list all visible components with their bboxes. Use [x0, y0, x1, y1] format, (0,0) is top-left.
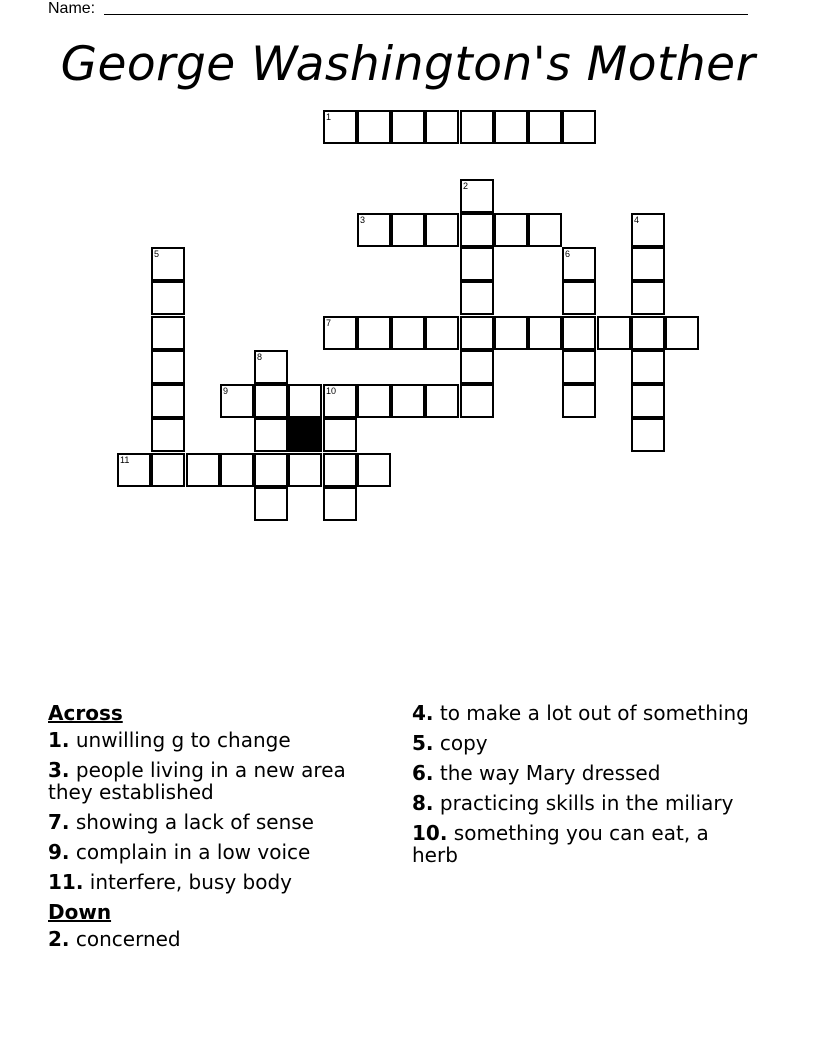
- clue-number: 11: [120, 455, 130, 465]
- crossword-grid: [117, 110, 699, 522]
- clue-number: 10: [326, 386, 337, 396]
- down-heading: Down: [48, 900, 112, 924]
- down-clue-list-continued: [412, 702, 752, 866]
- across-clue-list: [48, 729, 388, 893]
- clue-item: [412, 792, 752, 814]
- grid-cell[interactable]: [562, 110, 596, 144]
- grid-cell[interactable]: [357, 384, 391, 418]
- grid-cell[interactable]: [460, 213, 494, 247]
- grid-cell[interactable]: [425, 316, 459, 350]
- grid-cell[interactable]: [562, 316, 596, 350]
- grid-cell[interactable]: [597, 316, 631, 350]
- clue-item: [48, 871, 388, 893]
- clue-number: 7: [326, 318, 332, 328]
- grid-cell[interactable]: [254, 350, 288, 384]
- clue-text: concerned: [69, 927, 181, 951]
- clue-text: complain in a low voice: [69, 840, 311, 864]
- clue-item: [48, 729, 388, 751]
- grid-cell[interactable]: [151, 384, 185, 418]
- grid-cell[interactable]: [460, 247, 494, 281]
- clue-number: 5: [154, 249, 160, 259]
- grid-cell[interactable]: [323, 487, 357, 521]
- clue-text: to make a lot out of something: [433, 701, 749, 725]
- grid-cell[interactable]: [562, 281, 596, 315]
- grid-cell[interactable]: [323, 110, 357, 144]
- grid-cell[interactable]: [323, 453, 357, 487]
- black-cell: [288, 418, 322, 452]
- clue-item: [412, 732, 752, 754]
- grid-cell[interactable]: [425, 384, 459, 418]
- clue-number: 3: [360, 215, 366, 225]
- grid-cell[interactable]: [288, 453, 322, 487]
- puzzle-title: George Washington's Mother: [60, 37, 756, 92]
- clue-number: 9: [223, 386, 229, 396]
- clue-number: 5.: [412, 731, 434, 755]
- grid-cell[interactable]: [460, 281, 494, 315]
- grid-cell[interactable]: [631, 316, 665, 350]
- clue-item: [412, 702, 752, 724]
- clue-number: 4: [634, 215, 640, 225]
- grid-cell[interactable]: [494, 213, 528, 247]
- grid-cell[interactable]: [391, 110, 425, 144]
- grid-cell[interactable]: [151, 350, 185, 384]
- clue-number: 6.: [412, 761, 434, 785]
- grid-cell[interactable]: [494, 110, 528, 144]
- clue-text: the way Mary dressed: [433, 761, 661, 785]
- grid-cell[interactable]: [323, 418, 357, 452]
- grid-cell[interactable]: [460, 384, 494, 418]
- grid-cell[interactable]: [220, 384, 254, 418]
- grid-cell[interactable]: [254, 384, 288, 418]
- clue-text: something you can eat, a herb: [412, 821, 709, 867]
- grid-cell[interactable]: [357, 213, 391, 247]
- clue-number: 8.: [412, 791, 434, 815]
- clue-item: [48, 811, 388, 833]
- grid-cell[interactable]: [151, 281, 185, 315]
- name-underline: [104, 14, 748, 15]
- clue-number: 1.: [48, 728, 70, 752]
- grid-cell[interactable]: [425, 110, 459, 144]
- clue-item: [412, 822, 752, 866]
- grid-cell[interactable]: [562, 350, 596, 384]
- grid-cell[interactable]: [357, 316, 391, 350]
- clue-number: 6: [565, 249, 571, 259]
- grid-cell[interactable]: [391, 316, 425, 350]
- clue-number: 4.: [412, 701, 434, 725]
- clue-text: showing a lack of sense: [69, 810, 314, 834]
- clue-number: 10.: [412, 821, 448, 845]
- clue-item: [412, 762, 752, 784]
- grid-cell[interactable]: [288, 384, 322, 418]
- grid-cell[interactable]: [254, 453, 288, 487]
- grid-cell[interactable]: [391, 213, 425, 247]
- across-heading: Across: [48, 701, 123, 725]
- clue-text: copy: [433, 731, 488, 755]
- grid-cell[interactable]: [254, 487, 288, 521]
- grid-cell[interactable]: [460, 179, 494, 213]
- grid-cell[interactable]: [494, 316, 528, 350]
- grid-cell[interactable]: [460, 350, 494, 384]
- grid-cell[interactable]: [562, 384, 596, 418]
- clue-number: 9.: [48, 840, 70, 864]
- clue-number: 11.: [48, 870, 84, 894]
- grid-cell[interactable]: [186, 453, 220, 487]
- clue-number: 3.: [48, 758, 70, 782]
- clue-number: 7.: [48, 810, 70, 834]
- clue-text: unwilling g to change: [69, 728, 291, 752]
- grid-cell[interactable]: [631, 418, 665, 452]
- grid-cell[interactable]: [460, 316, 494, 350]
- grid-cell[interactable]: [357, 453, 391, 487]
- grid-cell[interactable]: [631, 247, 665, 281]
- grid-cell[interactable]: [151, 247, 185, 281]
- grid-cell[interactable]: [528, 213, 562, 247]
- clue-text: interfere, busy body: [83, 870, 292, 894]
- grid-cell[interactable]: [151, 453, 185, 487]
- clue-text: people living in a new area they established: [48, 758, 346, 804]
- clue-number: 2.: [48, 927, 70, 951]
- grid-cell[interactable]: [631, 213, 665, 247]
- grid-cell[interactable]: [391, 384, 425, 418]
- grid-cell[interactable]: [151, 418, 185, 452]
- grid-cell[interactable]: [254, 418, 288, 452]
- clue-item: [48, 759, 388, 803]
- clue-text: practicing skills in the miliary: [433, 791, 734, 815]
- clue-item: [48, 928, 388, 950]
- grid-cell[interactable]: [562, 247, 596, 281]
- grid-cell[interactable]: [220, 453, 254, 487]
- grid-cell[interactable]: [528, 110, 562, 144]
- clue-number: 2: [463, 181, 469, 191]
- grid-cell[interactable]: [460, 110, 494, 144]
- clues-column-right: [412, 702, 752, 874]
- grid-cell[interactable]: [631, 281, 665, 315]
- grid-cell[interactable]: [357, 110, 391, 144]
- clues-column-left: [48, 702, 388, 958]
- grid-cell[interactable]: [323, 384, 357, 418]
- grid-cell[interactable]: [323, 316, 357, 350]
- grid-cell[interactable]: [631, 350, 665, 384]
- clue-number: 8: [257, 352, 263, 362]
- down-clue-list: [48, 928, 388, 950]
- clue-item: [48, 841, 388, 863]
- name-label: Name:: [48, 0, 96, 17]
- grid-cell[interactable]: [151, 316, 185, 350]
- grid-cell[interactable]: [528, 316, 562, 350]
- clue-number: 1: [326, 112, 332, 122]
- grid-cell[interactable]: [631, 384, 665, 418]
- grid-cell[interactable]: [425, 213, 459, 247]
- grid-cell[interactable]: [117, 453, 151, 487]
- name-field: [48, 0, 748, 18]
- grid-cell[interactable]: [665, 316, 699, 350]
